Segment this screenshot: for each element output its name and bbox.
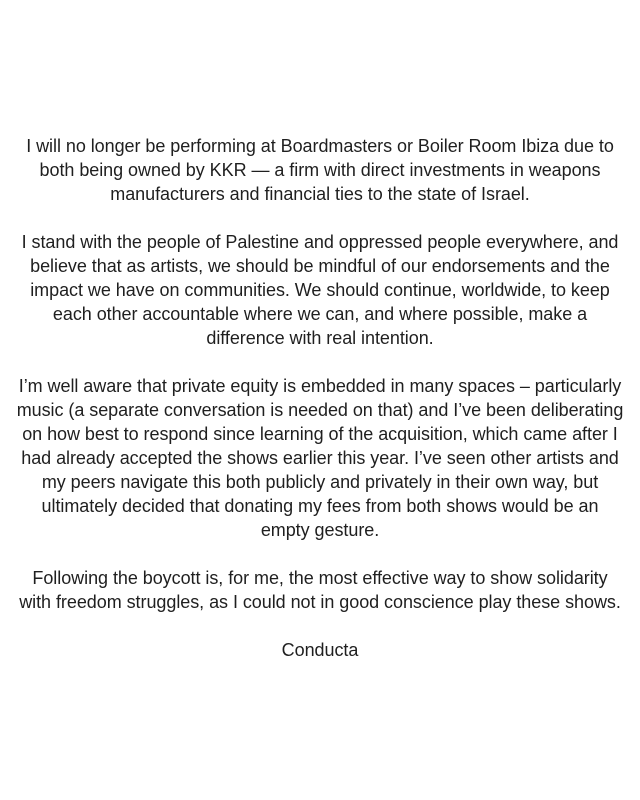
- text-line: with freedom struggles, as I could not in good conscience play these shows.: [19, 592, 621, 612]
- paragraph-performance-notice: [0, 134, 640, 206]
- paragraph-private-equity: [0, 374, 640, 542]
- paragraph-solidarity: [0, 230, 640, 350]
- text-line: Following the boycott is, for me, the most effective way to show solidarity: [32, 568, 608, 588]
- text-line: both being owned by KKR — a firm with direct investments in weapons: [39, 160, 601, 180]
- text-line: I stand with the people of Palestine and oppressed people everywhere, and: [21, 232, 619, 252]
- text-line: believe that as artists, we should be mindful of our endorsements and the: [30, 256, 610, 276]
- signature: Conducta: [281, 640, 359, 660]
- text-line: music (a separate conversation is needed on that) and I’ve been deliberating: [16, 400, 624, 420]
- text-line: I’m well aware that private equity is embedded in many spaces – particularly: [18, 376, 622, 396]
- paragraph-boycott: [0, 566, 640, 614]
- text-line: ultimately decided that donating my fees from both shows would be an: [41, 496, 599, 516]
- text-line: impact we have on communities. We should continue, worldwide, to keep: [30, 280, 610, 300]
- text-line: difference with real intention.: [206, 328, 434, 348]
- text-line: on how best to respond since learning of the acquisition, which came after I: [22, 424, 618, 444]
- text-line: I will no longer be performing at Boardmasters or Boiler Room Ibiza due to: [26, 136, 614, 156]
- text-line: manufacturers and financial ties to the state of Israel.: [110, 184, 530, 204]
- text-line: my peers navigate this both publicly and privately in their own way, but: [41, 472, 599, 492]
- text-line: each other accountable where we can, and where possible, make a: [52, 304, 588, 324]
- text-line: had already accepted the shows earlier this year. I’ve seen other artists and: [21, 448, 619, 468]
- text-line: empty gesture.: [260, 520, 380, 540]
